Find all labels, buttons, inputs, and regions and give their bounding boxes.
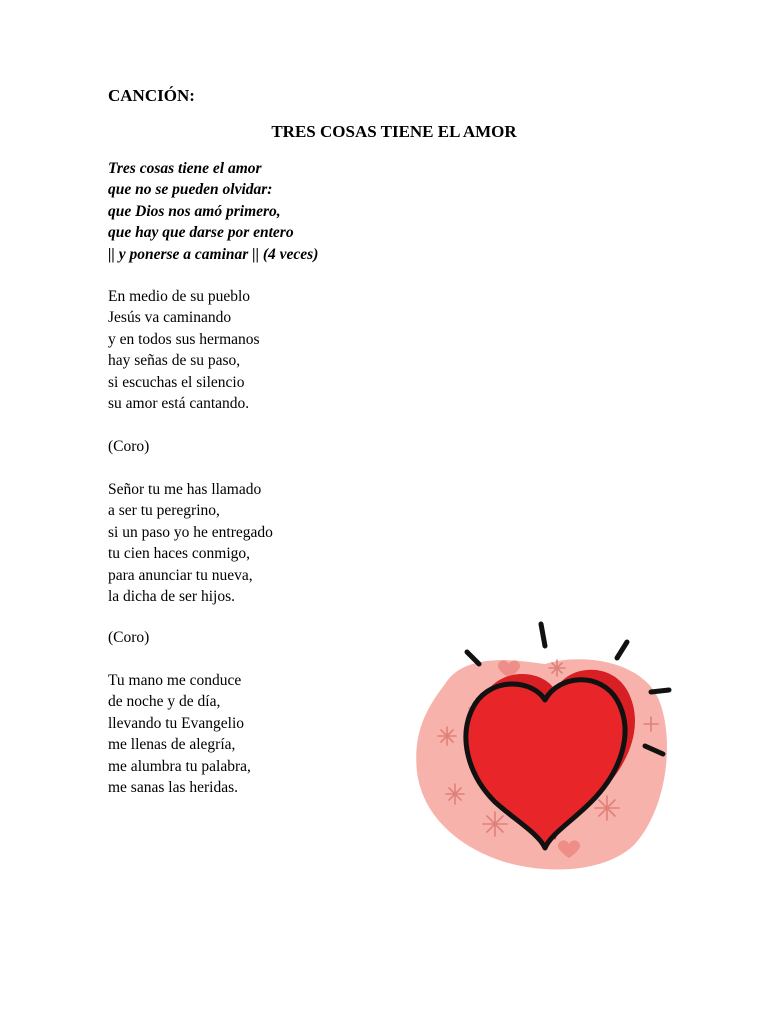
verse-line: su amor está cantando. — [108, 395, 250, 413]
verse-line: tu cien haces conmigo, — [108, 545, 251, 563]
chorus-line: || y ponerse a caminar || (4 veces) — [108, 245, 319, 263]
chorus-line: que Dios nos amó primero, — [108, 202, 281, 220]
chorus-stanza — [108, 158, 318, 265]
verse-line: hay señas de su paso, — [108, 352, 241, 370]
verse-1-stanza — [108, 286, 260, 414]
verse-line: y en todos sus hermanos — [108, 330, 260, 348]
verse-3-stanza — [108, 670, 251, 798]
verse-line: si escuchas el silencio — [108, 373, 245, 391]
verse-line: llevando tu Evangelio — [108, 714, 245, 732]
chorus-line: que no se pueden olvidar: — [108, 181, 273, 199]
verse-line: a ser tu peregrino, — [108, 502, 220, 520]
coro-label-2 — [108, 627, 149, 648]
verse-line: la dicha de ser hijos. — [108, 588, 235, 606]
chorus-line: Tres cosas tiene el amor — [108, 160, 262, 177]
verse-line: Jesús va caminando — [108, 309, 232, 327]
coro-label: (Coro) — [108, 629, 150, 646]
verse-line: me llenas de alegría, — [108, 736, 236, 754]
song-heading: CANCIÓN: — [108, 86, 195, 105]
verse-line: Señor tu me has llamado — [108, 481, 262, 498]
verse-line: En medio de su pueblo — [108, 288, 251, 305]
chorus-line: que hay que darse por entero — [108, 224, 294, 242]
coro-label-1 — [108, 436, 149, 457]
verse-line: Tu mano me conduce — [108, 672, 242, 689]
verse-2-stanza — [108, 479, 273, 607]
coro-label: (Coro) — [108, 438, 150, 455]
verse-line: me sanas las heridas. — [108, 779, 238, 797]
heart-icon — [405, 612, 685, 880]
verse-line: me alumbra tu palabra, — [108, 757, 251, 775]
verse-line: para anunciar tu nueva, — [108, 566, 253, 584]
verse-line: de noche y de día, — [108, 693, 221, 711]
verse-line: si un paso yo he entregado — [108, 523, 273, 541]
song-title: TRES COSAS TIENE EL AMOR — [271, 122, 517, 141]
